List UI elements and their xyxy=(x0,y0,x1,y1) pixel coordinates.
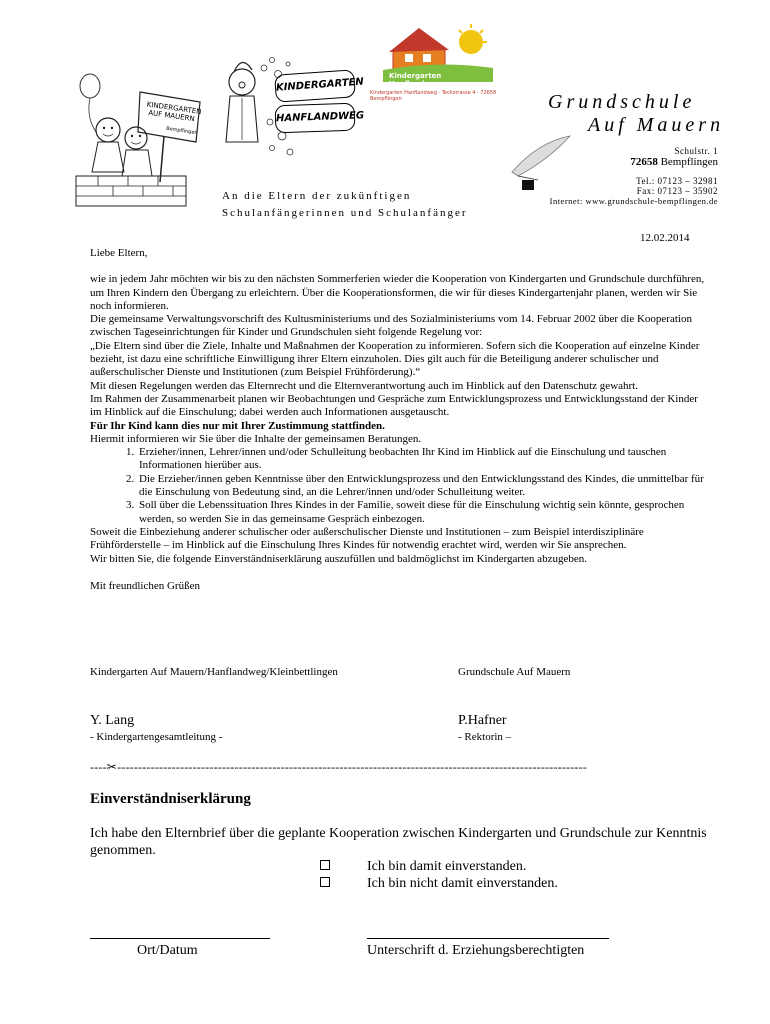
signatory-left-name: Y. Lang xyxy=(90,713,135,728)
paragraph-cooperation: Im Rahmen der Zusammenarbeit planen wir Beobachtungen und Gespräche zum Entwicklungsprozess und Entwicklungsstand der Kinder im Hinblick auf die Einschulung; dabei werden auch Informationen ausgetauscht. xyxy=(90,392,698,419)
school-tel: Tel.: 07123 – 32981 xyxy=(636,176,718,186)
school-street: Schulstr. 1 xyxy=(674,146,718,156)
sign-text: KINDERGARTEN AUF MAUERN xyxy=(146,100,202,124)
option-agree[interactable] xyxy=(320,858,527,875)
signatory-right-name: P.Hafner xyxy=(458,713,507,728)
signatory-left-org: Kindergarten Auf Mauern/Hanflandweg/Kleinbettlingen xyxy=(90,666,338,678)
cooperation-list xyxy=(90,446,710,526)
kindergarten-address: Kindergarten Hanflandweg · Teckstrasse 4 · 72658 Bempflingen xyxy=(370,90,497,102)
school-city-line xyxy=(560,156,718,168)
letter-date: 12.02.2014 xyxy=(640,232,690,244)
paragraph-request: Wir bitten Sie, die folgende Einverständniserklärung auszufüllen und baldmöglichst im Kindergarten abzugeben. xyxy=(90,552,587,565)
scissors-icon: ✂ xyxy=(106,760,118,774)
checkbox-agree[interactable] xyxy=(320,860,330,870)
list-item: 3. Soll über die Lebenssituation Ihres Kindes in der Familie, soweit diese für die Einschulung wichtig sein könnte, gesprochen werden, so werden Sie in das gemeinsame Gespräch einbezogen. xyxy=(137,499,710,526)
signatory-right-org: Grundschule Auf Mauern xyxy=(458,666,571,678)
paragraph-quote: „Die Eltern sind über die Ziele, Inhalte und Maßnahmen der Kooperation zu informieren. Sofern sich die Kooperation auf einzelne Kinder bezieht, ist dazu eine schriftliche Einwilligung ihrer Eltern einzuholen. Dies gilt auch für die Beteiligung anderer schulischer und außerschulischer Dienste und Institutionen (zum Beispiel Frühförderung).“ xyxy=(90,339,700,379)
place-date-label: Ort/Datum xyxy=(137,943,198,958)
cut-line-dashes: ---------------------------------------------------------------------------------------------------------------- xyxy=(117,760,588,774)
closing: Mit freundlichen Grüßen xyxy=(90,579,200,592)
school-internet: Internet: www.grundschule-bempflingen.de xyxy=(549,196,718,206)
paragraph-intro: wie in jedem Jahr möchten wir bis zu den nächsten Sommerferien wieder die Kooperation von Kindergarten und Grundschule durchführen, um Ihren Kindern den Übergang zu erleichtern. Über die Kooperationsformen, die wir für dieses Kindergartenjahr planen, werden wir Sie noch informieren. xyxy=(90,273,705,312)
kindergarten-house-logo xyxy=(383,20,493,88)
paragraph-contents: Hiermit informieren wir Sie über die Inhalte der gemeinsamen Beratungen. xyxy=(90,432,422,445)
kindergarten-title-line1: KINDERGARTEN xyxy=(274,69,356,103)
school-fax: Fax: 07123 – 35902 xyxy=(636,186,718,196)
addressee-line1: An die Eltern der zukünftigen xyxy=(222,190,412,202)
list-item: 1. Erzieher/innen, Lehrer/innen und/oder Schulleitung beobachten Ihr Kind im Hinblick auf die Einschulung und tauschen Informationen hierüber aus. xyxy=(137,446,710,473)
cut-line xyxy=(90,760,680,775)
paragraph-consent-required: Für Ihr Kind kann dies nur mit Ihrer Zustimmung stattfinden. xyxy=(90,419,385,432)
children-drawing-icon xyxy=(68,72,208,212)
paragraph-regulation: Die gemeinsame Verwaltungsvorschrift des Kultusministeriums und des Sozialministeriums vom 14. Februar 2002 über die Kooperation zwischen Tageseinrichtungen für Kinder und Grundschulen sieht folgende Regelung vor: xyxy=(90,313,692,339)
place-date-line[interactable] xyxy=(90,938,270,939)
option-agree-label: Ich bin damit einverstanden. xyxy=(367,859,527,874)
option-disagree-label: Ich bin nicht damit einverstanden. xyxy=(367,876,558,891)
option-disagree[interactable] xyxy=(320,875,558,892)
school-city: Bempflingen xyxy=(660,156,718,168)
cut-line-prefix: ---- xyxy=(90,760,107,774)
children-sign-illustration xyxy=(68,72,208,212)
kindergarten-title-line2: HANFLANDWEG xyxy=(275,103,356,134)
signature-line[interactable] xyxy=(367,938,609,939)
addressee-line2: Schulanfängerinnen und Schulanfänger xyxy=(222,207,468,219)
salutation: Liebe Eltern, xyxy=(90,247,148,259)
form-statement: Ich habe den Elternbrief über die geplante Kooperation zwischen Kindergarten und Grundschule zur Kenntnis genommen. xyxy=(90,826,707,858)
signature-label: Unterschrift d. Erziehungsberechtigten xyxy=(367,943,585,958)
signatory-left-role: - Kindergartengesamtleitung - xyxy=(90,731,223,743)
school-postcode: 72658 xyxy=(630,156,658,168)
signatory-right-role: - Rektorin – xyxy=(458,731,512,743)
kindergarten-title xyxy=(275,72,365,132)
paragraph-rights: Mit diesen Regelungen werden das Elternrecht und die Elternverantwortung auch im Hinblick auf den Datenschutz gewahrt. xyxy=(90,379,638,392)
form-title: Einverständniserklärung xyxy=(90,791,251,807)
list-item: 2. Die Erzieher/innen geben Kenntnisse über den Entwicklungsprozess und den Entwicklungsstand des Kindes, die unmittelbar für die Einschulung von Bedeutung sind, an die Lehrer/innen und/oder Schulleitung weiter. xyxy=(137,473,710,500)
addressee xyxy=(222,188,468,222)
letter-body xyxy=(90,247,710,593)
school-name-line1: Grundschule xyxy=(548,91,696,113)
paragraph-other-services: Soweit die Einbeziehung anderer schulischer oder außerschulischer Dienste und Institutionen – zum Beispiel interdisziplinäre Frühförderstelle – im Hinblick auf die Einschulung Ihres Kindes für notwendig erachtet wird, werden wir Sie ansprechen. xyxy=(90,525,644,552)
checkbox-disagree[interactable] xyxy=(320,877,330,887)
logo-banner-text: Kindergarten Hanflandweg xyxy=(389,72,442,88)
school-name-line2: Auf Mauern xyxy=(588,114,725,136)
sign-subtext: Bempflingen xyxy=(165,125,198,137)
